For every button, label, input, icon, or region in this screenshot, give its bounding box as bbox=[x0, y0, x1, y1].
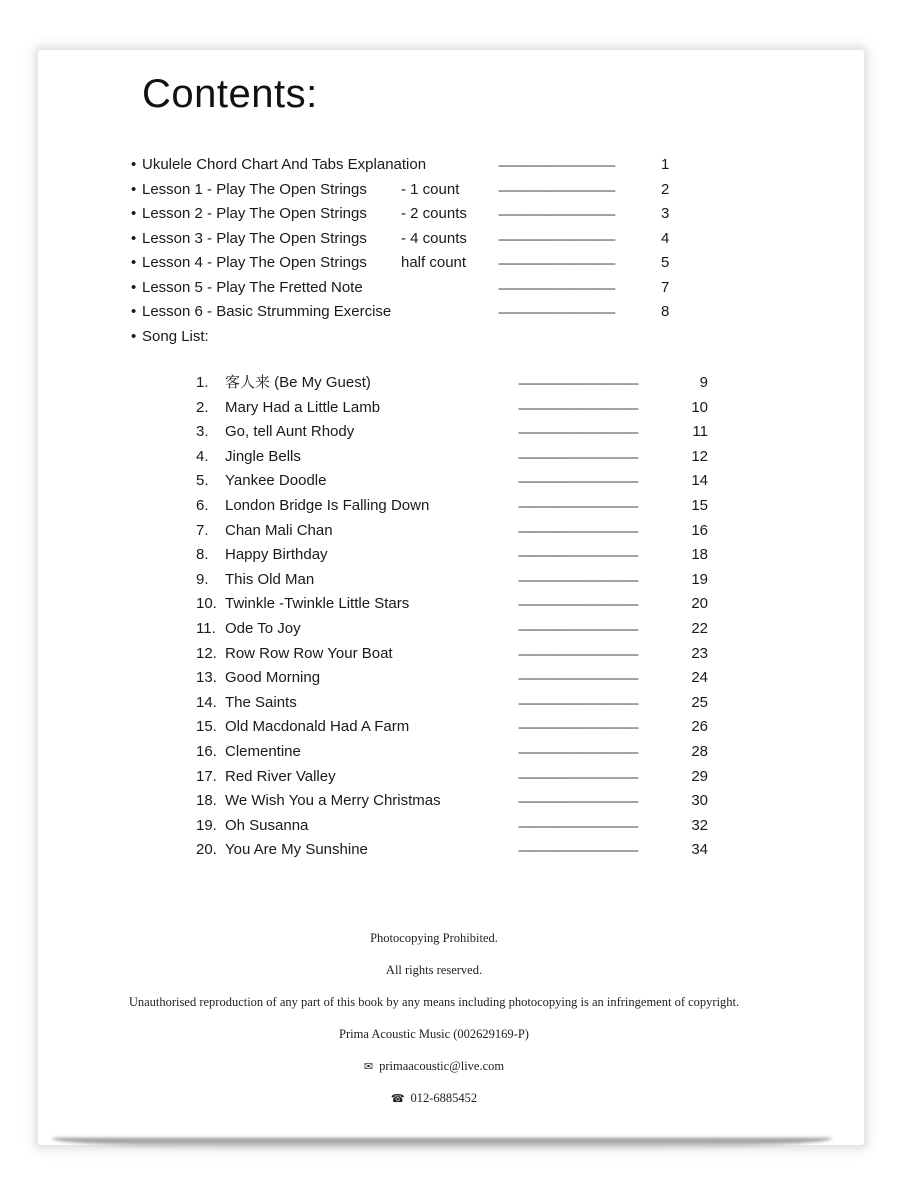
song-number: 9. bbox=[196, 570, 209, 588]
song-page: 12 bbox=[691, 447, 708, 465]
toc-entry-page: 7 bbox=[661, 278, 670, 296]
bullet-icon: • bbox=[131, 156, 137, 173]
toc-entry bbox=[131, 153, 691, 178]
toc-entry-label: Lesson 2 - Play The Open Strings bbox=[142, 205, 367, 222]
toc-entry-page: 1 bbox=[661, 156, 670, 173]
song-number: 11. bbox=[196, 619, 216, 637]
song-title: 客人来 (Be My Guest) bbox=[225, 374, 371, 391]
song-page: 20 bbox=[691, 595, 708, 613]
bullet-icon: • bbox=[131, 229, 137, 247]
dot-leader: ---------------------------------------- bbox=[518, 449, 638, 464]
dot-leader: ---------------------------------------- bbox=[518, 646, 638, 661]
song-entry bbox=[196, 543, 716, 568]
dot-leader: ---------------------------------------- bbox=[518, 818, 638, 833]
bullet-icon: • bbox=[131, 278, 137, 296]
song-page: 18 bbox=[691, 546, 708, 564]
song-title: London Bridge Is Falling Down bbox=[225, 496, 430, 514]
song-title: Ode To Joy bbox=[225, 619, 301, 637]
dot-leader: ---------------------------------------- bbox=[518, 769, 638, 784]
song-entry bbox=[196, 371, 716, 396]
toc-entry bbox=[131, 325, 691, 350]
toc-entry-label: Lesson 4 - Play The Open Strings bbox=[142, 254, 367, 271]
song-page: 15 bbox=[691, 496, 708, 514]
footer-email: primaacoustic@live.com bbox=[379, 1059, 505, 1073]
dot-leader: ---------------------------------------- bbox=[518, 376, 638, 390]
song-entry bbox=[196, 420, 716, 445]
footer-email-line bbox=[38, 1056, 830, 1088]
song-number: 19. bbox=[196, 816, 217, 834]
dot-leader: ---------------------------------------- bbox=[518, 671, 638, 686]
song-entry bbox=[196, 568, 716, 593]
song-number: 4. bbox=[196, 447, 209, 465]
song-entry bbox=[196, 740, 716, 765]
footer-rights: All rights reserved. bbox=[385, 963, 483, 977]
bullet-icon: • bbox=[131, 254, 137, 271]
song-number: 13. bbox=[196, 669, 217, 687]
dot-leader: ---------------------------------------- bbox=[518, 720, 638, 735]
song-page: 30 bbox=[691, 792, 708, 810]
dot-leader: ---------------------------------------- bbox=[518, 744, 638, 759]
dot-leader: ---------------------------------------- bbox=[518, 695, 638, 710]
song-entry bbox=[196, 519, 716, 544]
dot-leader: ---------------------------------------- bbox=[518, 843, 638, 858]
toc-entry-label: Lesson 5 - Play The Fretted Note bbox=[142, 278, 363, 296]
toc-entry-suffix: - 2 counts bbox=[401, 205, 467, 222]
song-entry bbox=[196, 838, 716, 863]
table-of-contents bbox=[131, 153, 691, 349]
song-entry bbox=[196, 469, 716, 494]
page-title: Contents: bbox=[142, 72, 318, 116]
song-page: 11 bbox=[692, 423, 708, 441]
song-title: Chan Mali Chan bbox=[225, 521, 333, 539]
song-number: 8. bbox=[196, 546, 209, 564]
toc-entry-label: Lesson 1 - Play The Open Strings bbox=[142, 180, 367, 198]
song-page: 22 bbox=[691, 619, 708, 637]
song-title: We Wish You a Merry Christmas bbox=[225, 792, 441, 810]
toc-entry bbox=[131, 251, 691, 276]
toc-entry-label: Song List: bbox=[142, 327, 209, 345]
footer-notice: Photocopying Prohibited. bbox=[370, 931, 498, 945]
dot-leader: ---------------------------------------- bbox=[518, 548, 638, 563]
toc-entry-suffix: half count bbox=[401, 254, 467, 271]
song-title: Twinkle -Twinkle Little Stars bbox=[225, 595, 410, 613]
song-entry bbox=[196, 666, 716, 691]
song-page: 32 bbox=[691, 816, 708, 834]
song-title: This Old Man bbox=[225, 570, 315, 588]
song-number: 10. bbox=[196, 595, 217, 613]
song-entry bbox=[196, 765, 716, 790]
song-page: 34 bbox=[691, 841, 708, 859]
envelope-icon: ✉ bbox=[363, 1061, 374, 1073]
song-page: 14 bbox=[691, 472, 708, 490]
toc-entry bbox=[131, 202, 691, 227]
toc-entry-label: Lesson 3 - Play The Open Strings bbox=[142, 229, 367, 247]
song-list bbox=[196, 371, 716, 863]
toc-entry-page: 3 bbox=[661, 205, 670, 222]
toc-entry bbox=[131, 276, 691, 301]
song-number: 7. bbox=[196, 521, 209, 539]
toc-entry-page: 5 bbox=[661, 254, 670, 271]
song-page: 28 bbox=[691, 742, 708, 760]
copyright-footer bbox=[38, 928, 830, 1120]
footer-phone: 012-6885452 bbox=[410, 1091, 478, 1105]
toc-entry-page: 2 bbox=[661, 180, 670, 198]
toc-entry-page: 8 bbox=[661, 303, 670, 320]
song-entry bbox=[196, 494, 716, 519]
dot-leader: ---------------------------------------- bbox=[518, 572, 638, 587]
dot-leader: --------------------------------------- bbox=[498, 158, 615, 172]
toc-entry bbox=[131, 178, 691, 203]
song-number: 18. bbox=[196, 792, 217, 810]
song-title: Go, tell Aunt Rhody bbox=[225, 423, 355, 441]
song-page: 9 bbox=[699, 374, 708, 391]
toc-entry bbox=[131, 300, 691, 325]
song-page: 25 bbox=[691, 693, 708, 711]
page-shadow bbox=[52, 1138, 832, 1150]
song-number: 6. bbox=[196, 496, 209, 514]
song-page: 19 bbox=[691, 570, 708, 588]
dot-leader: --------------------------------------- bbox=[498, 182, 615, 197]
song-title: Old Macdonald Had A Farm bbox=[225, 718, 410, 736]
toc-entry-label: Lesson 6 - Basic Strumming Exercise bbox=[142, 303, 392, 320]
dot-leader: --------------------------------------- bbox=[498, 280, 615, 295]
song-title: Clementine bbox=[225, 742, 301, 760]
dot-leader: ---------------------------------------- bbox=[518, 597, 638, 612]
song-number: 12. bbox=[196, 644, 217, 662]
song-page: 10 bbox=[691, 398, 708, 416]
song-page: 26 bbox=[691, 718, 708, 736]
song-entry bbox=[196, 396, 716, 421]
bullet-icon: • bbox=[131, 180, 137, 198]
footer-warning: Unauthorised reproduction of any part of this book by any means including photocopying is an infringement of copyright. bbox=[128, 995, 740, 1009]
song-entry bbox=[196, 445, 716, 470]
dot-leader: ---------------------------------------- bbox=[518, 523, 638, 538]
toc-entry-suffix: - 4 counts bbox=[401, 229, 467, 247]
song-title: You Are My Sunshine bbox=[225, 841, 368, 859]
toc-entry-suffix: - 1 count bbox=[401, 180, 460, 198]
song-number: 14. bbox=[196, 693, 217, 711]
telephone-icon: ☎ bbox=[390, 1093, 405, 1105]
song-title: Yankee Doodle bbox=[225, 472, 327, 490]
song-page: 29 bbox=[691, 767, 708, 785]
bullet-icon: • bbox=[131, 303, 137, 320]
song-entry bbox=[196, 617, 716, 642]
dot-leader: --------------------------------------- bbox=[498, 256, 615, 270]
song-entry bbox=[196, 814, 716, 839]
footer-phone-line bbox=[38, 1088, 830, 1120]
song-number: 16. bbox=[196, 742, 217, 760]
toc-entry bbox=[131, 227, 691, 252]
dot-leader: ---------------------------------------- bbox=[518, 425, 638, 440]
song-number: 20. bbox=[196, 841, 217, 859]
toc-entry-page: 4 bbox=[661, 229, 670, 247]
song-title: Happy Birthday bbox=[225, 546, 328, 564]
song-page: 24 bbox=[691, 669, 708, 687]
song-entry bbox=[196, 691, 716, 716]
footer-publisher: Prima Acoustic Music (002629169-P) bbox=[339, 1027, 529, 1041]
song-number: 2. bbox=[196, 398, 209, 416]
dot-leader: ---------------------------------------- bbox=[518, 621, 638, 636]
song-page: 16 bbox=[691, 521, 708, 539]
song-number: 1. bbox=[196, 374, 209, 391]
song-number: 5. bbox=[196, 472, 209, 490]
dot-leader: --------------------------------------- bbox=[498, 231, 615, 246]
bullet-icon: • bbox=[131, 205, 137, 222]
bullet-icon: • bbox=[131, 327, 137, 345]
song-title: Row Row Row Your Boat bbox=[225, 644, 393, 662]
dot-leader: ---------------------------------------- bbox=[518, 498, 638, 513]
dot-leader: --------------------------------------- bbox=[498, 305, 615, 319]
song-title: Jingle Bells bbox=[225, 447, 301, 465]
song-entry bbox=[196, 715, 716, 740]
dot-leader: ---------------------------------------- bbox=[518, 400, 638, 415]
song-entry bbox=[196, 789, 716, 814]
song-title: Red River Valley bbox=[225, 767, 336, 785]
song-title: Oh Susanna bbox=[225, 816, 309, 834]
song-title: The Saints bbox=[225, 693, 297, 711]
song-number: 15. bbox=[196, 718, 217, 736]
toc-entry-label: Ukulele Chord Chart And Tabs Explanation bbox=[142, 156, 427, 173]
song-entry bbox=[196, 592, 716, 617]
song-number: 17. bbox=[196, 767, 217, 785]
song-number: 3. bbox=[196, 423, 209, 441]
song-entry bbox=[196, 642, 716, 667]
dot-leader: ---------------------------------------- bbox=[518, 794, 638, 809]
song-title: Mary Had a Little Lamb bbox=[225, 398, 381, 416]
song-title: Good Morning bbox=[225, 669, 321, 687]
song-page: 23 bbox=[691, 644, 708, 662]
dot-leader: --------------------------------------- bbox=[498, 207, 615, 221]
dot-leader: ---------------------------------------- bbox=[518, 474, 638, 489]
